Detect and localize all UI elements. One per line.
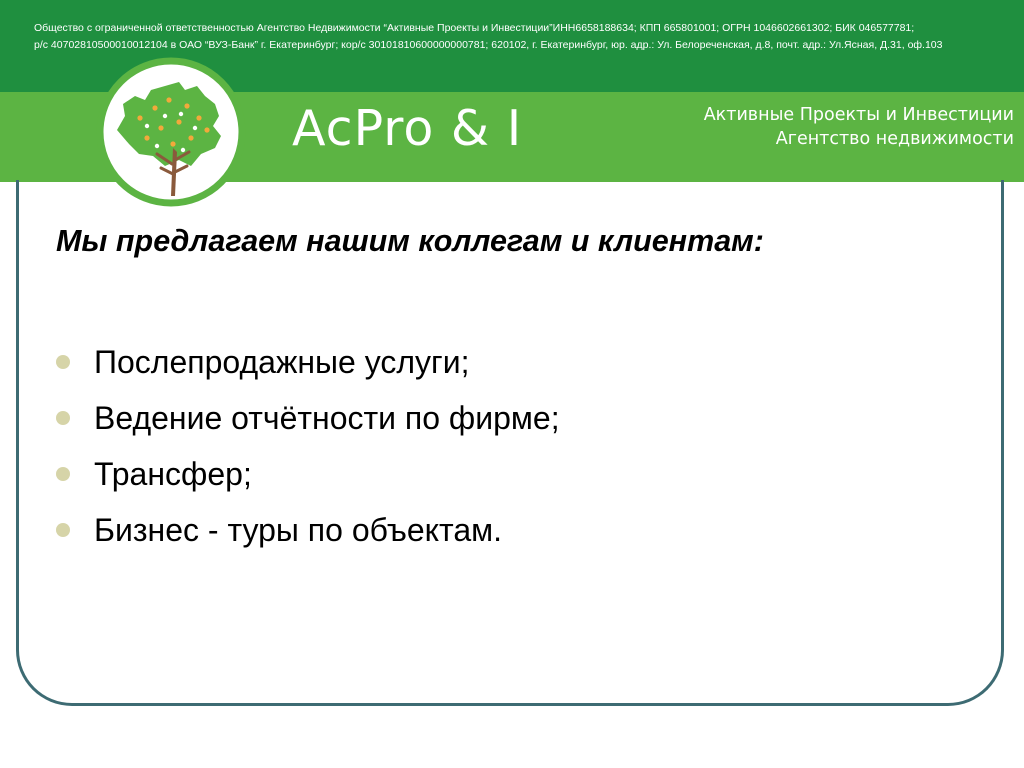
list-item-text: Послепродажные услуги; (94, 343, 470, 380)
services-list (56, 334, 560, 558)
legal-info-line-2: р/с 40702810500010012104 в ОАО “ВУЗ-Банк” г. Екатеринбург; кор/с 30101810600000000781; 620102, г. Екатеринбург, юр. адр.: Ул. Белореченская, д.8, почт. адр.: Ул.Ясная, Д.31, оф.103 (34, 39, 943, 51)
list-item (56, 390, 560, 446)
tagline-company: Активные Проекты и Инвестиции (703, 105, 1014, 125)
brand-name: AcPro & I (292, 100, 523, 157)
list-item (56, 334, 560, 390)
list-item-text: Ведение отчётности по фирме; (94, 399, 560, 436)
list-item-text: Бизнес - туры по объектам. (94, 511, 503, 548)
bullet-icon (56, 467, 70, 481)
bullet-icon (56, 523, 70, 537)
tagline-agency: Агентство недвижимости (775, 129, 1014, 149)
legal-info-line-1: Общество с ограниченной ответственностью Агентство Недвижимости “Активные Проекты и Инвестиции”ИНН6658188634; КПП 665801001; ОГРН 1046602661302; БИК 046577781; (34, 22, 915, 34)
list-item-text: Трансфер; (94, 455, 252, 492)
list-item (56, 502, 560, 558)
slide-title: Мы предлагаем нашим коллегам и клиентам: (56, 224, 764, 258)
list-item (56, 446, 560, 502)
bullet-icon (56, 411, 70, 425)
bullet-icon (56, 355, 70, 369)
